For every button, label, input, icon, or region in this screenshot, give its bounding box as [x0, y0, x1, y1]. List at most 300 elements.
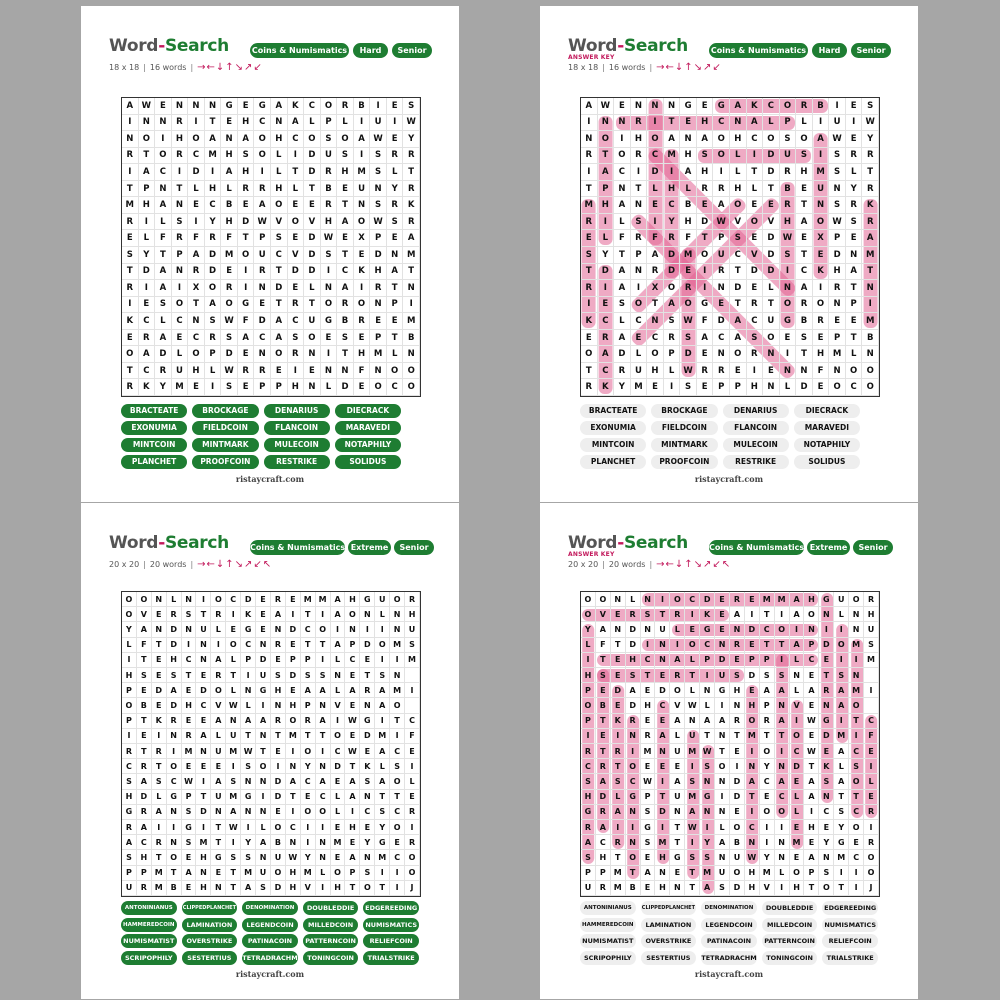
grid-cell[interactable]: D	[700, 592, 715, 607]
grid-cell[interactable]: H	[238, 115, 255, 132]
grid-cell[interactable]: T	[152, 638, 167, 653]
grid-cell[interactable]: O	[846, 363, 863, 380]
grid-cell[interactable]: C	[254, 330, 271, 347]
grid-cell[interactable]: O	[780, 297, 797, 314]
grid-cell[interactable]: A	[697, 330, 714, 347]
grid-cell[interactable]: T	[641, 668, 656, 683]
grid-cell[interactable]: U	[370, 115, 387, 132]
grid-cell[interactable]: S	[271, 668, 286, 683]
grid-cell[interactable]: A	[337, 214, 354, 231]
grid-cell[interactable]: D	[713, 313, 730, 330]
grid-cell[interactable]: N	[647, 313, 664, 330]
grid-cell[interactable]: I	[715, 790, 730, 805]
grid-cell[interactable]: K	[813, 264, 830, 281]
grid-cell[interactable]: L	[188, 181, 205, 198]
grid-cell[interactable]: N	[360, 850, 375, 865]
grid-cell[interactable]: A	[775, 714, 790, 729]
grid-cell[interactable]: D	[304, 230, 321, 247]
grid-cell[interactable]: L	[598, 230, 615, 247]
grid-cell[interactable]: N	[390, 622, 405, 637]
grid-cell[interactable]: K	[152, 714, 167, 729]
grid-cell[interactable]: L	[211, 729, 226, 744]
grid-cell[interactable]: C	[331, 744, 346, 759]
grid-cell[interactable]: E	[715, 622, 730, 637]
grid-cell[interactable]: N	[862, 346, 879, 363]
grid-cell[interactable]: O	[211, 683, 226, 698]
grid-cell[interactable]: I	[834, 714, 849, 729]
grid-cell[interactable]: E	[813, 330, 830, 347]
grid-cell[interactable]: H	[345, 592, 360, 607]
grid-cell[interactable]: I	[813, 115, 830, 132]
grid-cell[interactable]: I	[598, 280, 615, 297]
grid-cell[interactable]: L	[790, 790, 805, 805]
grid-cell[interactable]: H	[804, 592, 819, 607]
grid-cell[interactable]: H	[596, 850, 611, 865]
grid-cell[interactable]: T	[685, 866, 700, 881]
grid-cell[interactable]: N	[819, 698, 834, 713]
grid-cell[interactable]: N	[316, 850, 331, 865]
grid-cell[interactable]: A	[286, 774, 301, 789]
grid-cell[interactable]: R	[581, 214, 598, 231]
grid-cell[interactable]: L	[581, 638, 596, 653]
grid-cell[interactable]: O	[834, 638, 849, 653]
grid-cell[interactable]: E	[188, 379, 205, 396]
grid-cell[interactable]: I	[188, 214, 205, 231]
grid-cell[interactable]: S	[614, 297, 631, 314]
grid-cell[interactable]: N	[745, 835, 760, 850]
grid-cell[interactable]: N	[700, 805, 715, 820]
grid-cell[interactable]: P	[301, 698, 316, 713]
grid-cell[interactable]: A	[715, 835, 730, 850]
grid-cell[interactable]: C	[167, 774, 182, 789]
grid-cell[interactable]: R	[697, 363, 714, 380]
grid-cell[interactable]: N	[152, 622, 167, 637]
grid-cell[interactable]: R	[122, 820, 137, 835]
grid-cell[interactable]: W	[254, 214, 271, 231]
grid-cell[interactable]: T	[834, 790, 849, 805]
grid-cell[interactable]: I	[775, 653, 790, 668]
grid-cell[interactable]: S	[864, 638, 879, 653]
grid-cell[interactable]: T	[745, 790, 760, 805]
grid-cell[interactable]: I	[655, 820, 670, 835]
grid-cell[interactable]: L	[763, 280, 780, 297]
grid-cell[interactable]: O	[862, 363, 879, 380]
grid-cell[interactable]: E	[286, 638, 301, 653]
grid-cell[interactable]: S	[403, 98, 420, 115]
grid-cell[interactable]: R	[360, 683, 375, 698]
grid-cell[interactable]: R	[122, 744, 137, 759]
grid-cell[interactable]: O	[387, 363, 404, 380]
grid-cell[interactable]: C	[254, 115, 271, 132]
grid-cell[interactable]: M	[354, 164, 371, 181]
grid-cell[interactable]: O	[337, 131, 354, 148]
grid-cell[interactable]: A	[730, 607, 745, 622]
grid-cell[interactable]: I	[288, 148, 305, 165]
grid-cell[interactable]: A	[804, 774, 819, 789]
grid-cell[interactable]: R	[152, 744, 167, 759]
grid-cell[interactable]: E	[360, 653, 375, 668]
grid-cell[interactable]: N	[775, 850, 790, 865]
grid-cell[interactable]: R	[172, 115, 189, 132]
grid-cell[interactable]: E	[670, 759, 685, 774]
grid-cell[interactable]: S	[370, 197, 387, 214]
grid-cell[interactable]: P	[846, 297, 863, 314]
grid-cell[interactable]: R	[288, 346, 305, 363]
grid-cell[interactable]: A	[238, 330, 255, 347]
grid-cell[interactable]: C	[804, 653, 819, 668]
grid-cell[interactable]: E	[221, 264, 238, 281]
grid-cell[interactable]: E	[286, 592, 301, 607]
grid-cell[interactable]: N	[360, 790, 375, 805]
grid-cell[interactable]: F	[864, 729, 879, 744]
grid-cell[interactable]: E	[122, 230, 139, 247]
grid-cell[interactable]: R	[387, 148, 404, 165]
grid-cell[interactable]: A	[700, 714, 715, 729]
grid-cell[interactable]: E	[655, 714, 670, 729]
grid-cell[interactable]: W	[321, 230, 338, 247]
grid-cell[interactable]: O	[713, 131, 730, 148]
grid-cell[interactable]: T	[304, 297, 321, 314]
grid-cell[interactable]: T	[316, 729, 331, 744]
grid-cell[interactable]: H	[790, 881, 805, 896]
grid-cell[interactable]: A	[288, 115, 305, 132]
grid-cell[interactable]: A	[152, 805, 167, 820]
grid-cell[interactable]: Y	[700, 835, 715, 850]
grid-cell[interactable]: B	[796, 313, 813, 330]
grid-cell[interactable]: N	[819, 607, 834, 622]
grid-cell[interactable]: A	[614, 264, 631, 281]
grid-cell[interactable]: C	[685, 592, 700, 607]
grid-cell[interactable]: A	[747, 115, 764, 132]
grid-cell[interactable]: E	[804, 698, 819, 713]
grid-cell[interactable]: N	[172, 98, 189, 115]
grid-cell[interactable]: D	[337, 379, 354, 396]
grid-cell[interactable]: A	[596, 820, 611, 835]
grid-cell[interactable]: T	[122, 363, 139, 380]
grid-cell[interactable]: A	[205, 297, 222, 314]
grid-cell[interactable]: T	[137, 653, 152, 668]
grid-cell[interactable]: E	[790, 850, 805, 865]
grid-cell[interactable]: N	[321, 280, 338, 297]
grid-cell[interactable]: E	[829, 313, 846, 330]
grid-cell[interactable]: I	[664, 164, 681, 181]
grid-cell[interactable]: I	[849, 881, 864, 896]
grid-cell[interactable]: I	[747, 148, 764, 165]
grid-cell[interactable]: I	[813, 148, 830, 165]
grid-cell[interactable]: T	[301, 729, 316, 744]
grid-cell[interactable]: O	[849, 592, 864, 607]
grid-cell[interactable]: I	[286, 805, 301, 820]
grid-cell[interactable]: E	[271, 805, 286, 820]
grid-cell[interactable]: A	[211, 714, 226, 729]
grid-cell[interactable]: I	[829, 98, 846, 115]
grid-cell[interactable]: R	[730, 638, 745, 653]
grid-cell[interactable]: I	[122, 164, 139, 181]
grid-cell[interactable]: I	[655, 592, 670, 607]
grid-cell[interactable]: T	[390, 790, 405, 805]
grid-cell[interactable]: U	[196, 622, 211, 637]
grid-cell[interactable]: M	[301, 592, 316, 607]
grid-cell[interactable]: U	[581, 881, 596, 896]
grid-cell[interactable]: M	[685, 744, 700, 759]
grid-cell[interactable]: O	[254, 131, 271, 148]
grid-cell[interactable]: E	[730, 653, 745, 668]
grid-cell[interactable]: I	[331, 714, 346, 729]
grid-cell[interactable]: N	[211, 881, 226, 896]
grid-cell[interactable]: I	[730, 759, 745, 774]
grid-cell[interactable]: E	[254, 297, 271, 314]
grid-cell[interactable]: N	[390, 668, 405, 683]
grid-cell[interactable]: D	[763, 148, 780, 165]
grid-cell[interactable]: N	[849, 668, 864, 683]
grid-cell[interactable]: T	[205, 115, 222, 132]
grid-cell[interactable]: H	[205, 181, 222, 198]
grid-cell[interactable]: O	[697, 247, 714, 264]
grid-cell[interactable]: S	[321, 131, 338, 148]
grid-cell[interactable]: N	[155, 181, 172, 198]
grid-cell[interactable]: O	[390, 820, 405, 835]
grid-cell[interactable]: I	[155, 131, 172, 148]
grid-cell[interactable]: D	[763, 247, 780, 264]
grid-cell[interactable]: H	[286, 866, 301, 881]
grid-cell[interactable]: H	[780, 214, 797, 231]
grid-cell[interactable]: N	[730, 622, 745, 637]
grid-cell[interactable]: R	[387, 197, 404, 214]
grid-cell[interactable]: A	[188, 247, 205, 264]
grid-cell[interactable]: P	[713, 379, 730, 396]
grid-cell[interactable]: N	[715, 774, 730, 789]
grid-cell[interactable]: S	[680, 379, 697, 396]
grid-cell[interactable]: N	[598, 115, 615, 132]
grid-cell[interactable]: R	[713, 363, 730, 380]
grid-cell[interactable]: B	[337, 313, 354, 330]
grid-cell[interactable]: S	[375, 805, 390, 820]
grid-cell[interactable]: E	[354, 247, 371, 264]
grid-cell[interactable]: N	[360, 607, 375, 622]
grid-cell[interactable]: I	[226, 759, 241, 774]
grid-cell[interactable]: U	[670, 790, 685, 805]
grid-cell[interactable]: O	[301, 805, 316, 820]
grid-cell[interactable]: R	[796, 98, 813, 115]
grid-cell[interactable]: S	[241, 759, 256, 774]
grid-cell[interactable]: E	[631, 330, 648, 347]
grid-cell[interactable]: M	[581, 197, 598, 214]
grid-cell[interactable]: T	[304, 181, 321, 198]
grid-cell[interactable]: G	[360, 592, 375, 607]
grid-cell[interactable]: W	[226, 820, 241, 835]
grid-cell[interactable]: N	[256, 805, 271, 820]
grid-cell[interactable]: D	[271, 790, 286, 805]
grid-cell[interactable]: A	[354, 131, 371, 148]
grid-cell[interactable]: R	[137, 805, 152, 820]
grid-cell[interactable]: C	[700, 638, 715, 653]
grid-cell[interactable]: T	[226, 881, 241, 896]
grid-cell[interactable]: I	[685, 835, 700, 850]
grid-cell[interactable]: R	[122, 214, 139, 231]
grid-cell[interactable]	[405, 698, 420, 713]
grid-cell[interactable]: C	[241, 638, 256, 653]
grid-cell[interactable]: O	[813, 214, 830, 231]
grid-cell[interactable]: T	[188, 297, 205, 314]
grid-cell[interactable]: L	[241, 698, 256, 713]
grid-cell[interactable]: G	[834, 835, 849, 850]
grid-cell[interactable]: A	[271, 98, 288, 115]
grid-cell[interactable]: O	[226, 638, 241, 653]
grid-cell[interactable]: P	[321, 115, 338, 132]
grid-cell[interactable]: R	[254, 264, 271, 281]
grid-cell[interactable]: C	[647, 148, 664, 165]
grid-cell[interactable]: S	[337, 330, 354, 347]
grid-cell[interactable]: E	[685, 622, 700, 637]
grid-cell[interactable]: P	[581, 866, 596, 881]
grid-cell[interactable]: I	[819, 622, 834, 637]
grid-cell[interactable]: E	[849, 835, 864, 850]
grid-cell[interactable]: D	[655, 805, 670, 820]
grid-cell[interactable]: I	[316, 744, 331, 759]
grid-cell[interactable]: F	[155, 230, 172, 247]
grid-cell[interactable]: E	[846, 230, 863, 247]
grid-cell[interactable]: G	[254, 98, 271, 115]
grid-cell[interactable]: I	[139, 214, 156, 231]
grid-cell[interactable]: N	[700, 774, 715, 789]
grid-cell[interactable]: E	[286, 683, 301, 698]
grid-cell[interactable]: U	[211, 790, 226, 805]
grid-cell[interactable]: R	[747, 346, 764, 363]
grid-cell[interactable]: M	[760, 592, 775, 607]
grid-cell[interactable]: I	[405, 820, 420, 835]
grid-cell[interactable]: H	[747, 379, 764, 396]
grid-cell[interactable]: O	[813, 297, 830, 314]
grid-cell[interactable]: O	[626, 759, 641, 774]
grid-cell[interactable]: T	[286, 790, 301, 805]
grid-cell[interactable]: A	[345, 774, 360, 789]
grid-cell[interactable]: E	[288, 280, 305, 297]
grid-cell[interactable]: I	[611, 820, 626, 835]
grid-cell[interactable]: A	[331, 638, 346, 653]
grid-cell[interactable]: M	[390, 683, 405, 698]
grid-cell[interactable]: E	[172, 330, 189, 347]
grid-cell[interactable]: B	[354, 98, 371, 115]
grid-cell[interactable]: R	[137, 881, 152, 896]
grid-cell[interactable]: A	[375, 774, 390, 789]
grid-cell[interactable]: A	[155, 280, 172, 297]
grid-cell[interactable]: O	[804, 607, 819, 622]
grid-cell[interactable]: F	[238, 313, 255, 330]
grid-cell[interactable]: N	[167, 835, 182, 850]
grid-cell[interactable]: A	[301, 683, 316, 698]
grid-cell[interactable]: T	[655, 607, 670, 622]
grid-cell[interactable]: G	[670, 850, 685, 865]
grid-cell[interactable]: U	[715, 866, 730, 881]
grid-cell[interactable]: M	[241, 866, 256, 881]
grid-cell[interactable]: U	[226, 729, 241, 744]
grid-cell[interactable]: O	[775, 622, 790, 637]
grid-cell[interactable]: Y	[760, 850, 775, 865]
grid-cell[interactable]: R	[122, 280, 139, 297]
grid-cell[interactable]: T	[655, 790, 670, 805]
grid-cell[interactable]: P	[370, 330, 387, 347]
grid-cell[interactable]: S	[796, 148, 813, 165]
grid-cell[interactable]: A	[241, 881, 256, 896]
grid-cell[interactable]: Y	[205, 214, 222, 231]
grid-cell[interactable]: O	[614, 148, 631, 165]
grid-cell[interactable]: D	[819, 729, 834, 744]
grid-cell[interactable]: E	[238, 346, 255, 363]
grid-cell[interactable]: C	[864, 714, 879, 729]
grid-cell[interactable]: I	[775, 744, 790, 759]
grid-cell[interactable]: E	[331, 820, 346, 835]
grid-cell[interactable]: R	[614, 363, 631, 380]
grid-cell[interactable]: D	[626, 622, 641, 637]
grid-cell[interactable]: H	[354, 346, 371, 363]
grid-cell[interactable]: O	[188, 131, 205, 148]
grid-cell[interactable]: E	[182, 850, 197, 865]
grid-cell[interactable]: P	[760, 698, 775, 713]
grid-cell[interactable]: N	[205, 98, 222, 115]
grid-cell[interactable]: U	[122, 881, 137, 896]
grid-cell[interactable]: N	[796, 363, 813, 380]
grid-cell[interactable]: Y	[834, 820, 849, 835]
grid-cell[interactable]: E	[152, 607, 167, 622]
grid-cell[interactable]: R	[254, 181, 271, 198]
grid-cell[interactable]: R	[139, 330, 156, 347]
grid-cell[interactable]: X	[354, 230, 371, 247]
grid-cell[interactable]: R	[254, 363, 271, 380]
grid-cell[interactable]: O	[647, 131, 664, 148]
grid-cell[interactable]: L	[780, 379, 797, 396]
grid-cell[interactable]: O	[188, 346, 205, 363]
grid-cell[interactable]: A	[375, 744, 390, 759]
grid-cell[interactable]: N	[167, 729, 182, 744]
grid-cell[interactable]: A	[167, 683, 182, 698]
grid-cell[interactable]: E	[337, 181, 354, 198]
grid-cell[interactable]: O	[390, 698, 405, 713]
grid-cell[interactable]: H	[238, 164, 255, 181]
grid-cell[interactable]: E	[137, 683, 152, 698]
grid-cell[interactable]: E	[271, 653, 286, 668]
grid-cell[interactable]: E	[655, 668, 670, 683]
grid-cell[interactable]: L	[221, 181, 238, 198]
grid-cell[interactable]: M	[664, 148, 681, 165]
grid-cell[interactable]: G	[700, 622, 715, 637]
grid-cell[interactable]: D	[745, 622, 760, 637]
grid-cell[interactable]: M	[641, 744, 656, 759]
grid-cell[interactable]: T	[626, 866, 641, 881]
grid-cell[interactable]: S	[596, 668, 611, 683]
grid-cell[interactable]: A	[226, 805, 241, 820]
grid-cell[interactable]: A	[155, 264, 172, 281]
grid-cell[interactable]: S	[760, 668, 775, 683]
grid-cell[interactable]: D	[254, 313, 271, 330]
grid-cell[interactable]: F	[647, 230, 664, 247]
grid-cell[interactable]: C	[271, 247, 288, 264]
grid-cell[interactable]: I	[196, 774, 211, 789]
grid-cell[interactable]: E	[611, 668, 626, 683]
grid-cell[interactable]: P	[581, 714, 596, 729]
grid-cell[interactable]: L	[172, 346, 189, 363]
grid-cell[interactable]: O	[796, 131, 813, 148]
grid-cell[interactable]: G	[680, 98, 697, 115]
grid-cell[interactable]: C	[713, 330, 730, 347]
grid-cell[interactable]: A	[122, 835, 137, 850]
grid-cell[interactable]: S	[730, 230, 747, 247]
grid-cell[interactable]: N	[730, 115, 747, 132]
grid-cell[interactable]: T	[700, 729, 715, 744]
grid-cell[interactable]: I	[846, 115, 863, 132]
grid-cell[interactable]: E	[596, 729, 611, 744]
grid-cell[interactable]: L	[614, 214, 631, 231]
grid-cell[interactable]: A	[598, 164, 615, 181]
